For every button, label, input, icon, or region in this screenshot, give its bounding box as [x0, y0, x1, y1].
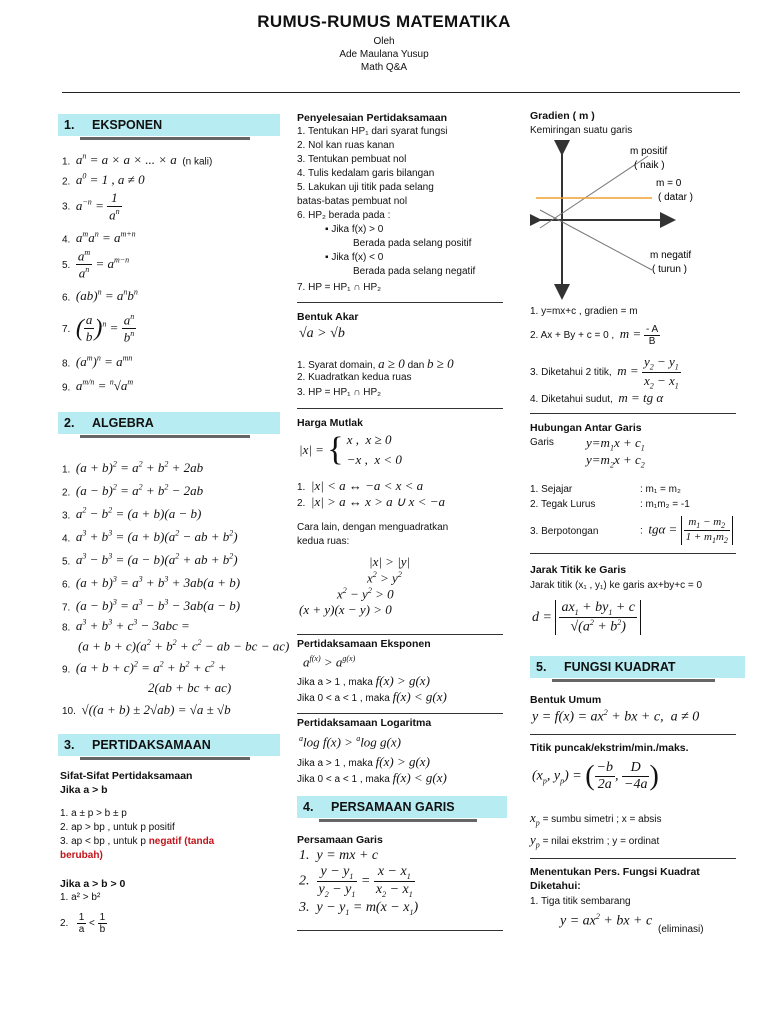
- gr-3: 3. Diketahui 2 titik, m = $\frac{y_2 - y_1}{x_2 - x_1}$: [530, 354, 679, 391]
- pt-eks-1: Jika a > 1 , maka f(x) > g(x): [297, 673, 430, 688]
- gr-4: 4. Diketahui sudut, m = tg α: [530, 390, 664, 405]
- sifat-m2: 2. $\frac{1}{a}$ < $\frac{1}{b}$: [60, 912, 106, 935]
- sifat-jika2: Jika a > b > 0: [60, 878, 126, 890]
- sifat-m1: 1. a² > b²: [60, 892, 101, 903]
- section-kuadrat-banner: [530, 656, 745, 678]
- divider: [297, 634, 503, 635]
- section-aljabar-wrap: [58, 412, 280, 434]
- gr-1: 1. y=mx+c , gradien = m: [530, 306, 638, 317]
- eks-8: 8. $(a^m)^n = a^{mn}$: [62, 354, 133, 370]
- hub-g1: $y=m_1x + c_1$: [586, 435, 645, 453]
- section-pertidaksamaan-wrap: [58, 734, 280, 756]
- section-number: 2.: [64, 416, 75, 430]
- by-line: Oleh: [373, 36, 395, 47]
- step-1: 1. Tentukan HP₁ dari syarat fungsi: [297, 126, 448, 137]
- alj-6: 6. $(a + b)^3 = a^3 + b^3 + 3ab(a + b)$: [62, 575, 241, 591]
- eks-1: 1. $a^n = a \times a$ × ... × a (n kali): [62, 152, 213, 168]
- akar-heading: Bentuk Akar: [297, 311, 359, 323]
- pers-garis-heading: Persamaan Garis: [297, 834, 383, 846]
- gradien-sub: Kemiringan suatu garis: [530, 125, 633, 136]
- pt-log-2: Jika 0 < a < 1 , maka f(x) < g(x): [297, 770, 447, 785]
- step-2: 2. Nol kan ruas kanan: [297, 140, 395, 151]
- pt-eksponen-heading: Pertidaksamaan Eksponen: [297, 638, 431, 650]
- step-6a: ▪ Jika f(x) > 0: [325, 224, 384, 235]
- pg-3: 3. $y - y_1 = m(x - x_1)$: [299, 900, 419, 917]
- puncak-heading: Titik puncak/ekstrim/min./maks.: [530, 742, 689, 754]
- jarak-sub: Jarak titik (x₁ , y₁) ke garis ax+by+c = 0: [530, 580, 703, 591]
- sq-1: |x| > |y|: [369, 554, 411, 569]
- alj-2: 2. $(a - b)^2 = a^2 + b^2 - 2ab$: [62, 483, 204, 499]
- pt-log-1: Jika a > 1 , maka f(x) > g(x): [297, 754, 430, 769]
- jarak-formula: d = $\frac{ax_1 + by_1 + c}{√(a^2 + b^2)}$: [532, 600, 641, 635]
- alj-4: 4. $a^3 + b^3 = (a + b)(a^2$ − ab + $b^2$): [62, 529, 238, 545]
- eliminasi: (eliminasi): [658, 924, 704, 935]
- alj-9b: 2(ab + bc + ac): [148, 680, 232, 695]
- sifat-3b: berubah): [60, 850, 103, 861]
- alj-10: 10. √((a + b) ± 2√ab) = √a ± √b: [62, 702, 231, 717]
- section-title: PERTIDAKSAMAAN: [92, 738, 211, 752]
- label-m-zero: m = 0: [656, 178, 682, 189]
- tiga-formula: $y = ax^2$ + bx + c: [560, 912, 653, 929]
- simetri-line: $x_p$ = sumbu simetri ; x = absis: [530, 810, 662, 828]
- diketahui-label: Diketahui:: [530, 880, 581, 892]
- eks-3: 3. $a^{-n}$ = $\frac{1}{a^n}$: [62, 190, 120, 223]
- alj-8b: $(a + b + c)(a^2 + b^2 + c^2$ − ab − bc − ac): [78, 638, 290, 654]
- label-m-negatif: m negatif: [650, 250, 692, 261]
- pt-log-heading: Pertidaksamaan Logaritma: [297, 717, 432, 729]
- section-title: FUNGSI KUADRAT: [564, 660, 676, 674]
- hub-2: 2. Tegak Lurus: [530, 499, 596, 510]
- gr-2: 2. Ax + By + c = 0 , m = $\frac{- A}{B}$: [530, 324, 659, 347]
- sq-4: (x + y)(x − y) > 0: [299, 602, 392, 617]
- hubungan-heading: Hubungan Antar Garis: [530, 422, 642, 434]
- pg-1: 1. y = mx + c: [299, 848, 379, 863]
- menentukan-heading: Menentukan Pers. Fungsi Kuadrat: [530, 866, 700, 878]
- divider: [530, 553, 736, 554]
- eks-6: 6. $(ab)^n = a^nb^n$: [62, 288, 138, 304]
- sifat-1: 1. a ± p > b ± p: [60, 808, 127, 819]
- pg-2: 2. $\frac{y - y_1}{y_2 - y_1}$ = $\frac{x - x_1}{x_2 - x_1}$: [299, 864, 413, 899]
- cara-lain-2: kedua ruas:: [297, 536, 350, 547]
- gradien-diagram: [530, 140, 745, 310]
- eks-9: 9. $a^{m/n} = ^n√a^m$: [62, 378, 134, 394]
- step-5: 5. Lakukan uji titik pada selang: [297, 182, 434, 193]
- section-garis-banner: [297, 796, 507, 818]
- hub-g2: $y=m_2x + c_2$: [586, 452, 645, 470]
- pt-eks-formula: $a^{f(x)} > a^{g(x)}$: [303, 654, 356, 670]
- divider: [297, 408, 503, 409]
- pt-eks-2: Jika 0 < a < 1 , maka f(x) < g(x): [297, 689, 447, 704]
- divider: [297, 302, 503, 303]
- bentuk-formula: $y = f(x) = ax^2$ + bx + c, a ≠ 0: [532, 708, 700, 725]
- column-left: [58, 108, 290, 935]
- section-title: ALGEBRA: [92, 416, 154, 430]
- step-6b2: Berada pada selang negatif: [353, 266, 476, 277]
- section-number: 5.: [536, 660, 547, 674]
- step-5b: batas-batas pembuat nol: [297, 196, 408, 207]
- hub-1: 1. Sejajar: [530, 484, 573, 495]
- eks-4: 4. $a^ma^n = a^{m+n}$: [62, 230, 136, 246]
- section-number: 3.: [64, 738, 75, 752]
- step-4: 4. Tulis kedalam garis bilangan: [297, 168, 435, 179]
- akar-1: 1. Syarat domain, a ≥ 0 dan b ≥ 0: [297, 356, 454, 371]
- alj-9: 9. $(a + b + c)^2 = a^2 + b^2 + c^2$ +: [62, 660, 227, 676]
- bentuk-heading: Bentuk Umum: [530, 694, 602, 706]
- penyelesaian-heading: Penyelesaian Pertidaksamaan: [297, 112, 448, 124]
- step-6b: ▪ Jika f(x) < 0: [325, 252, 384, 263]
- label-naik: ( naik ): [634, 160, 665, 171]
- sq-2: $x^2 > y^2$: [367, 570, 402, 586]
- author-name: Ade Maulana Yusup: [339, 49, 429, 60]
- label-m-positif: m positif: [630, 146, 668, 157]
- hub-2v: : m₁m₂ = -1: [640, 499, 690, 510]
- section-eksponen-banner: [58, 114, 280, 136]
- sifat-3: 3. ap < bp , untuk p negatif (tanda: [60, 836, 215, 847]
- page-title: RUMUS-RUMUS MATEMATIKA: [257, 12, 511, 31]
- label-datar: ( datar ): [658, 192, 694, 203]
- jarak-heading: Jarak Titik ke Garis: [530, 564, 627, 576]
- mutlak-heading: Harga Mutlak: [297, 417, 363, 429]
- eks-7: 7. ( $\frac{a}{b}$ )$^n$ = $\frac{a^n}{b^n}$: [62, 312, 135, 345]
- gradien-heading: Gradien ( m ): [530, 110, 595, 122]
- alj-5: 5. $a^3 - b^3 = (a - b)(a^2$ + ab + $b^2$): [62, 552, 238, 568]
- akar-3: 3. HP = HP₁ ∩ HP₂: [297, 387, 382, 398]
- mutlak-1: 1. |x| < a ↔ −a < x < a: [297, 478, 424, 493]
- divider: [297, 930, 503, 931]
- eks-5: 5. $\frac{a^m}{a^n}$ = $a^{m-n}$: [62, 248, 130, 281]
- section-kuadrat-wrap: [530, 656, 745, 678]
- section-number: 1.: [64, 118, 75, 132]
- puncak-formula: ($x_p$, $y_p$) = ( $\frac{-b}{2a}$ , $\frac{D}{-4a}$ ): [532, 760, 659, 792]
- sifat-2: 2. ap > bp , untuk p positif: [60, 822, 175, 833]
- section-pertidaksamaan-banner: [58, 734, 280, 756]
- divider: [530, 413, 736, 414]
- step-6a2: Berada pada selang positif: [353, 238, 472, 249]
- hub-1v: : m₁ = m₂: [640, 484, 681, 495]
- hub-3: 3. Berpotongan: [530, 526, 599, 537]
- sifat-heading: Sifat-Sifat Pertidaksamaan: [60, 770, 193, 782]
- section-garis-wrap: [297, 796, 507, 818]
- pt-log-formula: $^a$log f(x) > $^a$log g(x): [299, 734, 401, 750]
- divider: [530, 858, 736, 859]
- positive-slope-line: [540, 156, 648, 228]
- tiga-titik: 1. Tiga titik sembarang: [530, 896, 631, 907]
- alj-7: 7. $(a - b)^3 = a^3 - b^3 - 3ab(a - b)$: [62, 598, 241, 614]
- cara-lain: Cara lain, dengan menguadratkan: [297, 522, 449, 533]
- alj-1: 1. $(a + b)^2 = a^2 + b^2 + 2ab$: [62, 460, 204, 476]
- section-title: PERSAMAAN GARIS: [331, 800, 455, 814]
- hub-garis: Garis: [530, 437, 554, 448]
- label-turun: ( turun ): [652, 264, 688, 275]
- section-number: 4.: [303, 800, 314, 814]
- akar-2: 2. Kuadratkan kedua ruas: [297, 372, 412, 383]
- step-3: 3. Tentukan pembuat nol: [297, 154, 407, 165]
- sifat-jika1: Jika a > b: [60, 784, 108, 796]
- alj-8: 8. $a^3 + b^3 + c^3 - 3abc$ =: [62, 618, 190, 634]
- alj-3: 3. $a^2 - b^2 = (a + b)(a - b)$: [62, 506, 202, 522]
- akar-formula: √a > √b: [299, 326, 345, 341]
- mutlak-2: 2. |x| > a ↔ x > a ∪ x < −a: [297, 494, 445, 509]
- step-6: 6. HP₂ berada pada :: [297, 210, 391, 221]
- eks-2: 2. $a^0 = 1$ , a ≠ 0: [62, 172, 145, 188]
- header-divider: [62, 92, 740, 93]
- section-title: EKSPONEN: [92, 118, 163, 132]
- divider: [530, 734, 736, 735]
- section-aljabar-banner: [58, 412, 280, 434]
- ekstrim-line: $y_p$ = nilai ekstrim ; y = ordinat: [530, 832, 660, 850]
- divider: [297, 713, 503, 714]
- step-7: 7. HP = HP₁ ∩ HP₂: [297, 282, 382, 293]
- hub-3v: : tgα = $\frac{m_1 - m_2}{1 + m_1m_2}$: [640, 516, 733, 545]
- mutlak-def: |x| = { x , x ≥ 0 −x , x < 0: [299, 431, 402, 468]
- org-name: Math Q&A: [360, 62, 408, 73]
- sq-3: $x^2 - y^2 > 0$: [337, 586, 394, 602]
